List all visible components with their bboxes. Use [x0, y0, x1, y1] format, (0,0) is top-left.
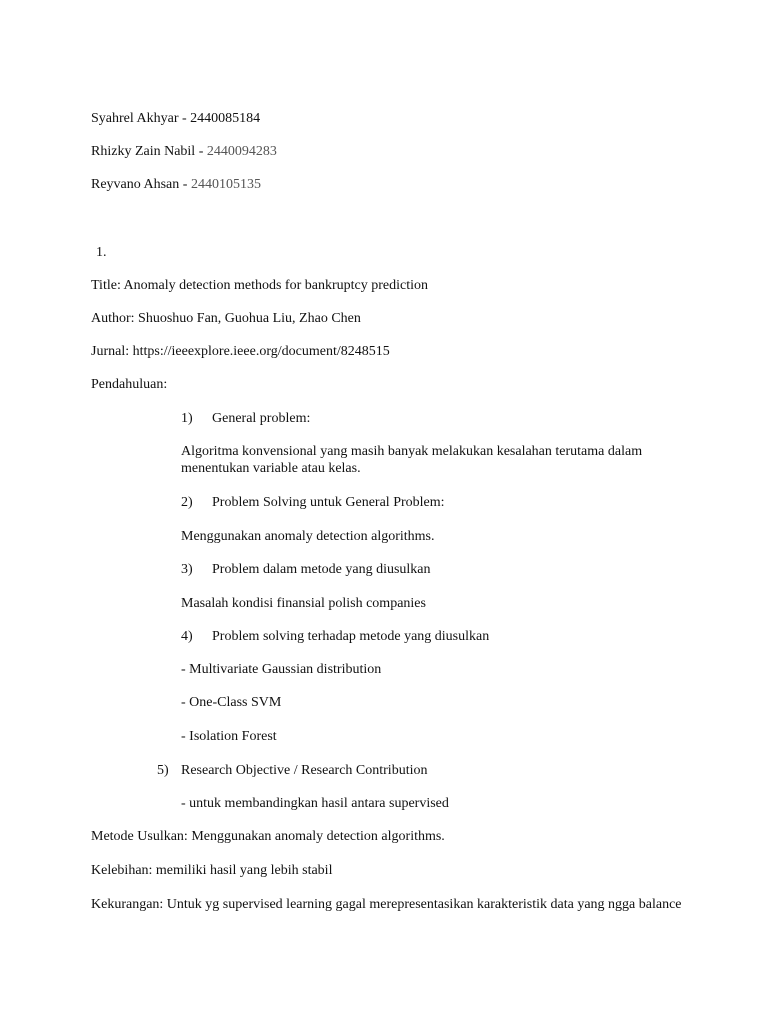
list-number: 2): [181, 495, 193, 510]
list-item-4-point: - One-Class SVM: [181, 695, 282, 710]
kekurangan: Kekurangan: Untuk yg supervised learning gagal merepresentasikan karakteristik data yang ngga balance: [91, 897, 682, 912]
list-heading: General problem:: [212, 411, 311, 426]
entry-number: 1.: [96, 245, 107, 260]
list-item-3-heading: [181, 561, 431, 578]
kelebihan: Kelebihan: memiliki hasil yang lebih stabil: [91, 863, 333, 878]
author-id: 2440094283: [206, 144, 277, 159]
list-item-5-body: - untuk membandingkan hasil antara supervised: [181, 796, 449, 811]
author-line-3: [91, 176, 261, 193]
list-item-2-heading: [181, 494, 445, 511]
list-item-1-heading: [181, 410, 310, 427]
list-item-2-body: Menggunakan anomaly detection algorithms.: [181, 529, 435, 544]
list-number: 1): [181, 411, 193, 426]
author-id: 2440105135: [190, 177, 261, 192]
list-item-3-body: Masalah kondisi finansial polish companies: [181, 596, 426, 611]
list-number: 5): [157, 763, 169, 778]
list-item-4-heading: [181, 628, 489, 645]
author-name: Rhizky Zain Nabil -: [91, 144, 207, 159]
author-line-1: [91, 110, 260, 127]
pendahuluan-label: Pendahuluan:: [91, 377, 168, 392]
list-number: 4): [181, 629, 193, 644]
list-item-4-point: - Multivariate Gaussian distribution: [181, 662, 382, 677]
metode-usulkan: Metode Usulkan: Menggunakan anomaly detection algorithms.: [91, 829, 445, 844]
list-item-1-body: Algoritma konvensional yang masih banyak melakukan kesalahan terutama dalam menentukan variable atau kelas.: [181, 444, 643, 476]
author-name: Reyvano Ahsan -: [91, 177, 191, 192]
list-heading: Problem Solving untuk General Problem:: [212, 495, 445, 510]
list-number: 3): [181, 562, 193, 577]
list-item-5-heading: [157, 762, 427, 779]
paper-authors: Author: Shuoshuo Fan, Guohua Liu, Zhao Chen: [91, 311, 361, 326]
list-item-4-point: - Isolation Forest: [181, 729, 277, 744]
list-heading: Problem solving terhadap metode yang diusulkan: [212, 629, 490, 644]
author-name: Syahrel Akhyar -: [91, 111, 191, 126]
author-line-2: [91, 143, 277, 160]
author-id: 2440085184: [190, 111, 261, 126]
paper-journal: Jurnal: https://ieeexplore.ieee.org/document/8248515: [91, 344, 390, 359]
list-heading: Research Objective / Research Contribution: [181, 763, 428, 778]
list-heading: Problem dalam metode yang diusulkan: [212, 562, 431, 577]
paper-title: Title: Anomaly detection methods for bankruptcy prediction: [91, 278, 428, 293]
